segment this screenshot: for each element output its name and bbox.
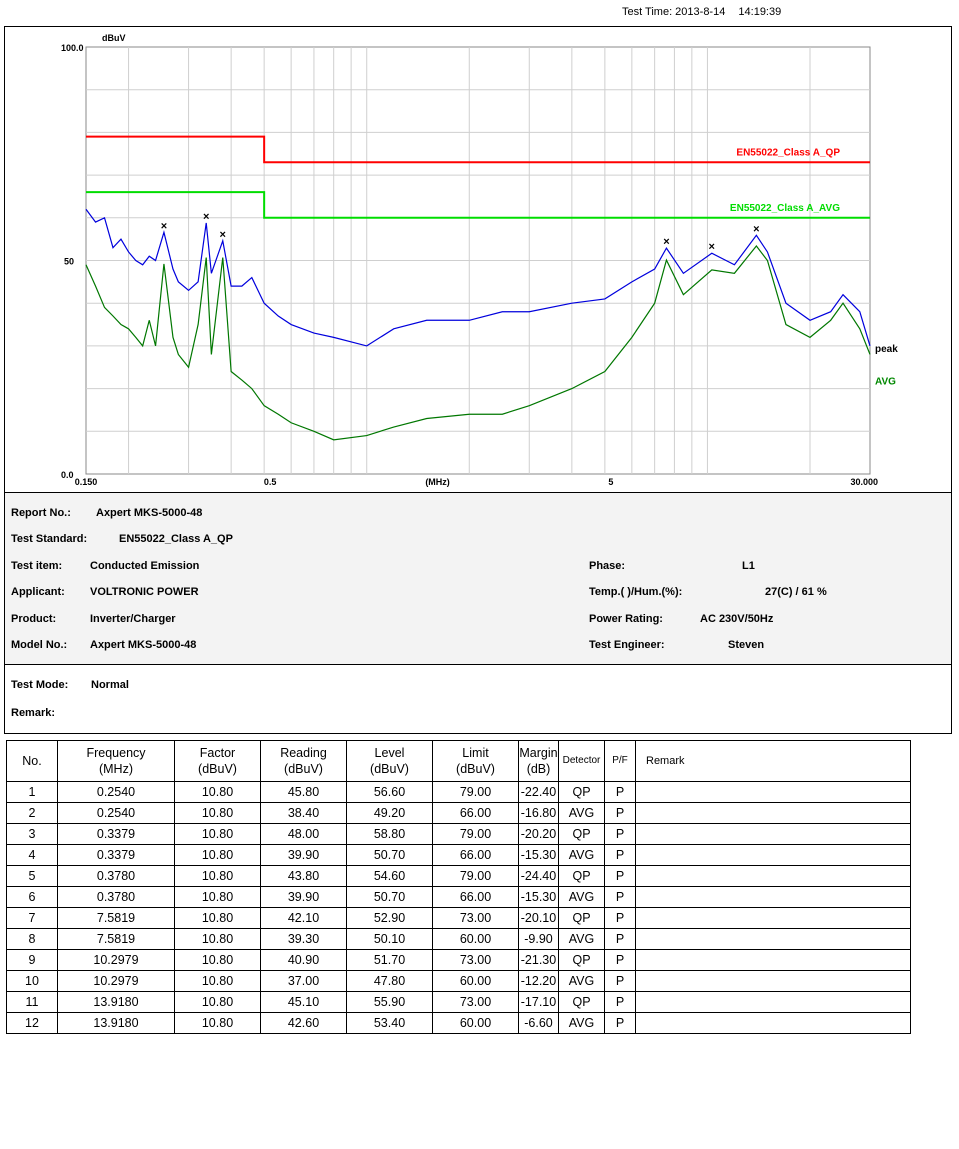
cell-reading: 42.60 (261, 1013, 347, 1034)
cell-level: 50.70 (347, 845, 433, 866)
table-row (7, 803, 911, 824)
cell-factor: 10.80 (175, 845, 261, 866)
header-margin: Margin (dB) (519, 741, 559, 782)
model-no-value: Axpert MKS-5000-48 (90, 639, 197, 651)
cell-remark (636, 971, 911, 992)
cell-detector: QP (559, 824, 605, 845)
peak-marker: × (753, 223, 760, 236)
temp-row (589, 586, 827, 598)
cell-factor: 10.80 (175, 782, 261, 803)
avg-series-label: AVG (875, 376, 896, 388)
x-tick-label: 0.150 (74, 477, 98, 487)
cell-level: 51.70 (347, 950, 433, 971)
cell-no: 7 (7, 908, 58, 929)
cell-reading: 38.40 (261, 803, 347, 824)
table-row (7, 782, 911, 803)
cell-no: 2 (7, 803, 58, 824)
cell-limit: 66.00 (433, 803, 519, 824)
cell-pf: P (605, 845, 636, 866)
test-standard-value: EN55022_Class A_QP (119, 533, 233, 545)
cell-margin: -20.10 (519, 908, 559, 929)
cell-remark (636, 950, 911, 971)
cell-margin: -17.10 (519, 992, 559, 1013)
header-reading: Reading (dBuV) (261, 741, 347, 782)
test-mode-label: Test Mode: (11, 679, 69, 691)
cell-remark (636, 803, 911, 824)
cell-detector: AVG (559, 971, 605, 992)
applicant-value: VOLTRONIC POWER (90, 586, 199, 598)
cell-pf: P (605, 803, 636, 824)
table-row (7, 929, 911, 950)
table-row (7, 824, 911, 845)
engineer-label: Test Engineer: (589, 639, 665, 651)
cell-detector: AVG (559, 929, 605, 950)
cell-detector: QP (559, 866, 605, 887)
power-row (589, 613, 773, 625)
cell-no: 1 (7, 782, 58, 803)
power-label: Power Rating: (589, 613, 663, 625)
cell-pf: P (605, 1013, 636, 1034)
cell-remark (636, 929, 911, 950)
peak-marker: × (219, 228, 226, 241)
x-tick-label: 0.5 (263, 477, 277, 487)
cell-pf: P (605, 992, 636, 1013)
y-tick-label: 50 (64, 256, 75, 267)
cell-no: 10 (7, 971, 58, 992)
test-time (622, 6, 791, 18)
cell-detector: AVG (559, 803, 605, 824)
cell-limit: 60.00 (433, 929, 519, 950)
cell-margin: -6.60 (519, 1013, 559, 1034)
cell-factor: 10.80 (175, 803, 261, 824)
cell-factor: 10.80 (175, 824, 261, 845)
x-tick-label: 30.000 (850, 477, 878, 487)
header-no: No. (7, 741, 58, 782)
header-pf: P/F (605, 741, 636, 782)
cell-reading: 48.00 (261, 824, 347, 845)
report-no-value: Axpert MKS-5000-48 (96, 507, 203, 519)
cell-detector: AVG (559, 845, 605, 866)
test-time-date: Test Time: 2013-8-14 (622, 6, 726, 18)
cell-frequency: 0.3780 (58, 866, 175, 887)
results-body (7, 782, 911, 1034)
table-row (7, 950, 911, 971)
cell-reading: 40.90 (261, 950, 347, 971)
cell-frequency: 10.2979 (58, 950, 175, 971)
remark-row (11, 707, 55, 719)
cell-reading: 39.30 (261, 929, 347, 950)
cell-level: 58.80 (347, 824, 433, 845)
cell-reading: 43.80 (261, 866, 347, 887)
cell-no: 11 (7, 992, 58, 1013)
cell-detector: AVG (559, 887, 605, 908)
test-standard-row (11, 533, 233, 545)
cell-limit: 66.00 (433, 887, 519, 908)
cell-limit: 60.00 (433, 971, 519, 992)
cell-pf: P (605, 866, 636, 887)
product-row (11, 613, 176, 625)
cell-factor: 10.80 (175, 992, 261, 1013)
cell-pf: P (605, 908, 636, 929)
peak-marker: × (663, 236, 670, 249)
cell-factor: 10.80 (175, 971, 261, 992)
cell-detector: QP (559, 950, 605, 971)
cell-factor: 10.80 (175, 887, 261, 908)
avg-limit-label: EN55022_Class A_AVG (729, 202, 840, 214)
cell-pf: P (605, 782, 636, 803)
cell-factor: 10.80 (175, 866, 261, 887)
cell-frequency: 10.2979 (58, 971, 175, 992)
cell-factor: 10.80 (175, 929, 261, 950)
cell-limit: 66.00 (433, 845, 519, 866)
report-no-row (11, 507, 202, 519)
header-factor: Factor (dBuV) (175, 741, 261, 782)
cell-level: 47.80 (347, 971, 433, 992)
cell-frequency: 0.3780 (58, 887, 175, 908)
header-level: Level (dBuV) (347, 741, 433, 782)
cell-limit: 79.00 (433, 782, 519, 803)
cell-remark (636, 887, 911, 908)
cell-limit: 79.00 (433, 866, 519, 887)
cell-frequency: 0.2540 (58, 803, 175, 824)
cell-margin: -12.20 (519, 971, 559, 992)
table-row (7, 887, 911, 908)
cell-remark (636, 866, 911, 887)
cell-no: 8 (7, 929, 58, 950)
test-time-clock: 14:19:39 (738, 6, 782, 18)
report-info-panel (4, 493, 952, 665)
peak-series-label: peak (875, 343, 898, 355)
applicant-label: Applicant: (11, 586, 65, 598)
table-row (7, 908, 911, 929)
cell-margin: -15.30 (519, 887, 559, 908)
cell-limit: 79.00 (433, 824, 519, 845)
cell-level: 50.70 (347, 887, 433, 908)
phase-value: L1 (742, 560, 755, 572)
test-mode-row (11, 679, 129, 691)
test-standard-label: Test Standard: (11, 533, 88, 545)
table-row (7, 845, 911, 866)
cell-no: 12 (7, 1013, 58, 1034)
cell-margin: -15.30 (519, 845, 559, 866)
cell-remark (636, 1013, 911, 1034)
cell-limit: 60.00 (433, 1013, 519, 1034)
cell-detector: QP (559, 992, 605, 1013)
cell-factor: 10.80 (175, 908, 261, 929)
cell-frequency: 0.3379 (58, 824, 175, 845)
cell-reading: 39.90 (261, 887, 347, 908)
cell-limit: 73.00 (433, 950, 519, 971)
y-tick-label: 100.0 (61, 43, 84, 53)
cell-level: 55.90 (347, 992, 433, 1013)
cell-limit: 73.00 (433, 992, 519, 1013)
table-row (7, 971, 911, 992)
y-axis-unit: dBuV (102, 33, 126, 43)
cell-no: 5 (7, 866, 58, 887)
cell-remark (636, 908, 911, 929)
emission-chart (5, 27, 951, 492)
cell-no: 6 (7, 887, 58, 908)
cell-level: 54.60 (347, 866, 433, 887)
cell-reading: 45.10 (261, 992, 347, 1013)
cell-remark (636, 992, 911, 1013)
test-mode-panel (4, 665, 952, 734)
cell-level: 52.90 (347, 908, 433, 929)
table-row (7, 992, 911, 1013)
cell-no: 4 (7, 845, 58, 866)
cell-factor: 10.80 (175, 950, 261, 971)
product-value: Inverter/Charger (90, 613, 176, 625)
results-table (6, 740, 911, 1034)
cell-frequency: 13.9180 (58, 1013, 175, 1034)
cell-detector: AVG (559, 1013, 605, 1034)
cell-pf: P (605, 887, 636, 908)
test-item-label: Test item: (11, 560, 63, 572)
table-row (7, 1013, 911, 1034)
cell-remark (636, 824, 911, 845)
cell-reading: 39.90 (261, 845, 347, 866)
cell-no: 9 (7, 950, 58, 971)
header-limit: Limit (dBuV) (433, 741, 519, 782)
cell-pf: P (605, 971, 636, 992)
cell-detector: QP (559, 908, 605, 929)
header-frequency: Frequency (MHz) (58, 741, 175, 782)
test-item-row (11, 560, 199, 572)
cell-pf: P (605, 929, 636, 950)
product-label: Product: (11, 613, 57, 625)
cell-margin: -20.20 (519, 824, 559, 845)
engineer-row (589, 639, 764, 651)
x-tick-label: (MHz) (425, 477, 450, 487)
qp-limit-label: EN55022_Class A_QP (736, 147, 840, 159)
remark-label: Remark: (11, 707, 56, 719)
cell-frequency: 7.5819 (58, 908, 175, 929)
cell-limit: 73.00 (433, 908, 519, 929)
peak-marker: × (202, 210, 210, 223)
cell-margin: -21.30 (519, 950, 559, 971)
cell-frequency: 0.2540 (58, 782, 175, 803)
power-value: AC 230V/50Hz (700, 613, 774, 625)
temp-label: Temp.( )/Hum.(%): (589, 586, 683, 598)
cell-frequency: 0.3379 (58, 845, 175, 866)
model-no-label: Model No.: (11, 639, 68, 651)
cell-margin: -16.80 (519, 803, 559, 824)
cell-reading: 37.00 (261, 971, 347, 992)
emission-chart-panel (4, 26, 952, 493)
cell-remark (636, 845, 911, 866)
cell-level: 56.60 (347, 782, 433, 803)
cell-margin: -22.40 (519, 782, 559, 803)
cell-reading: 45.80 (261, 782, 347, 803)
results-header-row (7, 741, 911, 782)
model-no-row (11, 639, 196, 651)
cell-level: 50.10 (347, 929, 433, 950)
phase-row (589, 560, 755, 572)
cell-frequency: 13.9180 (58, 992, 175, 1013)
cell-factor: 10.80 (175, 1013, 261, 1034)
x-tick-label: 5 (608, 477, 614, 487)
y-tick-label: 0.0 (61, 470, 74, 480)
cell-remark (636, 782, 911, 803)
cell-pf: P (605, 824, 636, 845)
table-row (7, 866, 911, 887)
peak-marker: × (708, 241, 715, 254)
applicant-row (11, 586, 199, 598)
phase-label: Phase: (589, 560, 626, 572)
header-detector: Detector (559, 741, 605, 782)
cell-level: 49.20 (347, 803, 433, 824)
cell-frequency: 7.5819 (58, 929, 175, 950)
cell-margin: -9.90 (519, 929, 559, 950)
cell-reading: 42.10 (261, 908, 347, 929)
test-item-value: Conducted Emission (90, 560, 200, 572)
engineer-value: Steven (728, 639, 765, 651)
temp-value: 27(C) / 61 % (765, 586, 827, 598)
header-remark: Remark (636, 741, 911, 782)
test-mode-value: Normal (91, 679, 129, 691)
cell-no: 3 (7, 824, 58, 845)
peak-marker: × (160, 220, 168, 233)
cell-detector: QP (559, 782, 605, 803)
cell-margin: -24.40 (519, 866, 559, 887)
cell-pf: P (605, 950, 636, 971)
report-no-label: Report No.: (11, 507, 71, 519)
cell-level: 53.40 (347, 1013, 433, 1034)
